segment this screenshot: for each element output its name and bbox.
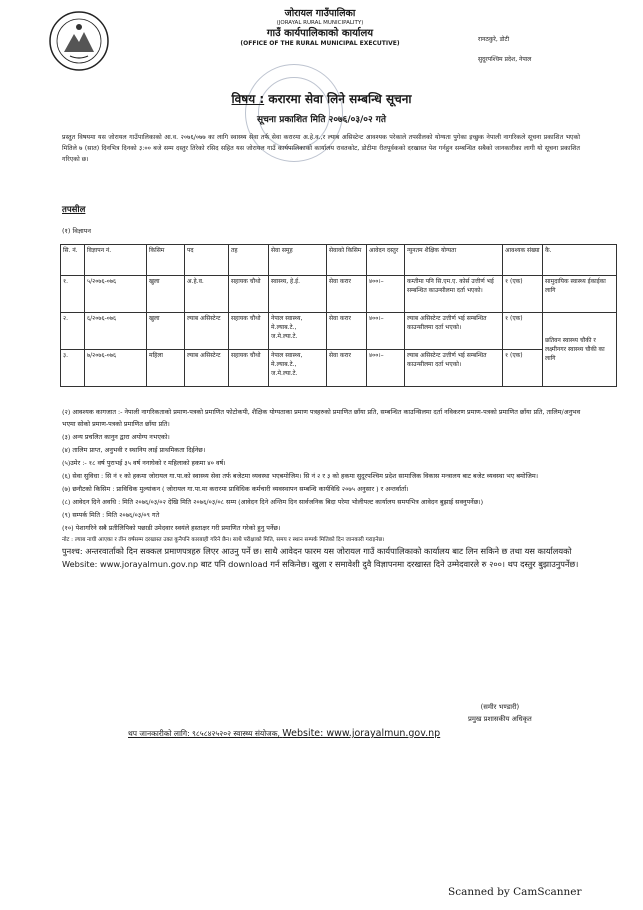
subject-line	[0, 90, 643, 107]
table-cell: अ.हे.व.	[185, 276, 229, 313]
signer-name: (समीर भण्डारी)	[480, 703, 520, 711]
address-line-2: सुदूरपश्चिम प्रदेश, नेपाल	[478, 56, 532, 63]
table-cell: नेपाल स्वास्थ्य, मे.ल्याब.टे., ज.मे.ल्या.टे.	[269, 313, 327, 350]
org-name: जोरायल गाउँपालिका	[284, 8, 356, 19]
table-header-row	[61, 245, 617, 276]
subsection-title: (१) विज्ञापन	[62, 227, 91, 235]
table-cell: ४००।–	[367, 350, 405, 387]
table-row	[61, 276, 617, 313]
closing-paragraph: पुनश्च: अन्तरवार्ताको दिन सक्कल प्रमाणपत्रहरु लिएर आउनु पर्ने छ। साथै आवेदन फारम यस जोरायल गाउँ कार्यपालिकाको कार्यालय बाट लिन सकिने छ तथा यस कार्यालयको Website: www.jorayalmun.gov.np बाट पनि download गर्न सकिनेछ। खुला र समावेशी दुवै विज्ञापनमा दरखास्त दिने उम्मेदवारले रु २००। थप दस्तुर बुझाउनुपर्नेछ।	[62, 546, 579, 569]
table-cell: ७/२०७६-०७६	[85, 350, 147, 387]
table-cell: ३.	[61, 350, 85, 387]
table-cell: नेपाल स्वास्थ्य, मे.ल्याब.टे., ज.मे.ल्या.टे.	[269, 350, 327, 387]
col-header: किसिम	[147, 245, 185, 276]
col-header: न्युनतम शैक्षिक योग्यता	[405, 245, 503, 276]
table-cell: सहायक चौथो	[229, 350, 269, 387]
table-cell: सहायक चौथो	[229, 276, 269, 313]
table-cell: कम्तीमा पनि सि.एम.ए. कोर्स उत्तीर्ण भई सम्बन्धित काउन्सीलमा दर्ता भएको।	[405, 276, 503, 313]
table-cell: खुला	[147, 313, 185, 350]
col-header: पद	[185, 245, 229, 276]
table-cell: सेवा करार	[327, 350, 367, 387]
col-header: कै.	[543, 245, 617, 276]
table-cell: १ (एक)	[503, 276, 543, 313]
subject-text: करारमा सेवा लिने सम्बन्धि सूचना	[268, 92, 412, 106]
table-row	[61, 313, 617, 350]
signature-block	[468, 701, 532, 725]
footer-website-link[interactable]: Website: www.jorayalmun.gov.np	[282, 728, 441, 739]
condition-item: (२) आवश्यक कागजात :- नेपाली नागरिकताको प्रमाण-पत्रको प्रमाणित फोटोकपी, शैक्षिक योग्यताका प्रमाण पत्रहरुको प्रमाणित छाँया प्रति, सम्बन्धित काउन्सिलमा दर्ता नविकरण प्रमाण-पत्रको प्रमाणित छाँया प्रति, तालिम/अनुभव भएमा सोको प्रमाण-पत्रको प्रमाणित छाँया प्रति।	[62, 408, 581, 428]
table-cell: ल्याब असिस्टेन्ट उत्तीर्ण भई सम्बन्धित काउन्सीलमा दर्ता भएको।	[405, 313, 503, 350]
table-cell: २.	[61, 313, 85, 350]
note-text: नोट : ल्याब नाघी आएका र तीन वर्षसम्म दरखास्त उक्त कुनैपनि कारबाही गरिने छैन। साथै परीक्षाको मिति, समय र स्थान सम्पर्क मितिको दिन जानकारी गराइनेछ।	[62, 536, 385, 543]
intro-paragraph: प्रस्तुत विषयमा यस जोरायल गाउँपालिकाको आ.व. २०७६/०७७ का लागि स्वास्थ्य सेवा तर्फ सेवा करारमा अ.हे.व.,र ल्याब असिस्टेन्ट आवश्यक परेकाले तपसीलको योग्यता पुगेका इच्छुक नेपाली नागरिकले सूचना प्रकाशित भएको मितिले ७ (सात) दिनभित्र दिनको ३:०० बजे सम्म दस्तुर तिरेको रसिद सहित यस जोरायल गाउँ कार्यपालिकाको कार्यालय रावतकोट, डोटीमा रीतपूर्वकको दरखास्त पेश गर्नहुन सम्बन्धित सबैको जानकारीका लागी यो सूचना प्रकाशित गरिएको छ।	[62, 134, 580, 163]
table-cell: १.	[61, 276, 85, 313]
condition-item: (७) छनौटको किसिम : प्राविधिक मुल्यांकन ( जोरायल गा.पा.मा करारमा प्राविधिक कर्मचारी व्यवस्थापन सम्बन्धि कार्यविधि २०७५ अनुसार ) र अन्तर्वार्ता।	[62, 484, 409, 493]
footer-contact-text: थप जानकारीको लागि: ९८५८४२५२०२ स्वास्थ्य संयोजक,	[128, 729, 280, 738]
condition-item: (१०) पेशागरिने सबै प्रतीलिपिको पछाडी उमेदवार स्वयंले हस्ताक्षर गरी प्रमाणित गरेको हुनु पर्नेछ।	[62, 523, 281, 532]
scanner-watermark: Scanned by CamScanner	[448, 886, 582, 898]
col-header: तह	[229, 245, 269, 276]
table-cell: सामुदायिक स्वास्थ्य ईकाईका लागि	[543, 276, 617, 313]
table-cell: ६/२०७६-०७६	[85, 313, 147, 350]
table-cell-merged: छतिवन स्वास्थ्य चौकी र लक्ष्मीनगर स्वास्थ्य चौकी का लागि	[543, 313, 617, 387]
office-name: गाउँ कार्यपालिकाको कार्यालय	[266, 28, 374, 39]
table-cell: ४००।–	[367, 276, 405, 313]
table-cell: १ (एक)	[503, 350, 543, 387]
office-name-en: (OFFICE OF THE RURAL MUNICIPAL EXECUTIVE)	[240, 40, 400, 47]
table-cell: महिला	[147, 350, 185, 387]
table-row	[61, 350, 617, 387]
condition-item: (५)उमेर :- १८ वर्ष पुराभई ३५ वर्ष ननाघेको र महिलाको हकमा ४० वर्ष।	[62, 458, 226, 467]
table-cell: स्वास्थ्य, हे.ई.	[269, 276, 327, 313]
table-cell: सेवा करार	[327, 313, 367, 350]
table-cell: ५/२०७६-०७६	[85, 276, 147, 313]
address-line-1: रानठकुरे, डोटी	[478, 36, 510, 43]
condition-item: (६) सेवा सुविधा : सि नं १ को हकमा जोरायल गा.पा.को स्वास्थ्य सेवा तर्फ बजेटमा व्यवस्था भएबमोजिम। सि नं २ र ३ को हकमा सुदूरपश्चिम प्रदेश सामाजिक विकास मन्त्रालय बाट बजेट व्यवस्था भए बमोजिम।	[62, 471, 539, 480]
municipality-emblem-icon	[48, 10, 110, 72]
vacancy-table	[60, 244, 617, 387]
condition-item: (४) तालिम प्राप्त, अनुभवी र स्थानिय लाई प्राथमिकता दिईनेछ।	[62, 445, 206, 454]
publish-date: सूचना प्रकाशित मिति २०७६/०३/०२ गते	[257, 115, 386, 125]
condition-item: (९) सम्पर्क मिति : मिति २०७६/०३/०९ गते	[62, 510, 160, 519]
letterhead	[180, 8, 460, 48]
table-cell: १ (एक)	[503, 313, 543, 350]
table-cell: ल्याब असिस्टेन्ट	[185, 313, 229, 350]
col-header: विज्ञापन नं.	[85, 245, 147, 276]
table-cell: ल्याब असिस्टेन्ट उत्तीर्ण भई सम्बन्धित काउन्सीलमा दर्ता भएको।	[405, 350, 503, 387]
col-header: सि. नं.	[61, 245, 85, 276]
section-title: तपसील	[62, 205, 86, 215]
col-header: सेवा समूह	[269, 245, 327, 276]
table-cell: ४००।–	[367, 313, 405, 350]
table-cell: सेवा करार	[327, 276, 367, 313]
org-name-en: (JORAYAL RURAL MUNICIPALITY)	[276, 20, 364, 26]
subject-label: विषय :	[231, 92, 265, 106]
condition-item: (३) अन्य प्रचलित कानुन द्वारा अयोग्य नभएको।	[62, 432, 170, 441]
condition-item: (८) आवेदन दिने अवधि : मिति २०७६/०३/०२ देखि मिति २०७६/०३/०८ सम्म (आवेदन दिने अन्तिम दिन सार्वजनिक बिदा परेमा भोलीपल्ट कार्यालय समयभित्र आवेदन बुझाई सक्नुपर्नेछ।)	[62, 497, 484, 506]
conditions-list	[62, 407, 582, 572]
footer-contact	[128, 728, 520, 739]
col-header: आवेदन दस्तुर	[367, 245, 405, 276]
signer-title: प्रमुख प्रशासकीय अधिकृत	[468, 715, 532, 723]
table-cell: ल्याब असिस्टेन्ट	[185, 350, 229, 387]
col-header: आवश्यक संख्या	[503, 245, 543, 276]
table-cell: खुला	[147, 276, 185, 313]
col-header: सेवाको किसिम	[327, 245, 367, 276]
table-cell: सहायक चौथो	[229, 313, 269, 350]
